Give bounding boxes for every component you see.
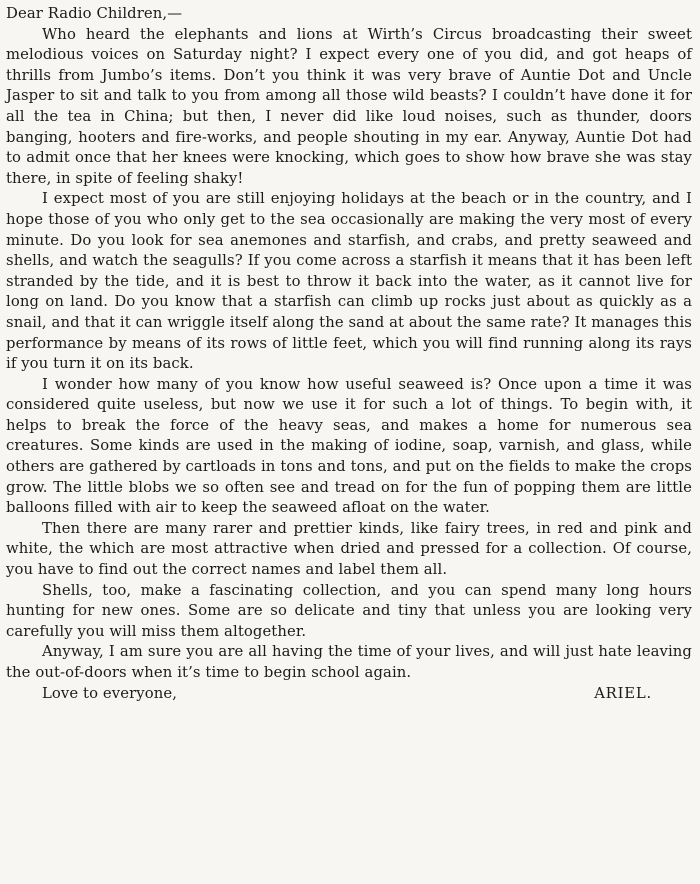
- signature: ARIEL.: [594, 684, 652, 702]
- paragraph-rare-seaweed: Then there are many rarer and prettier kinds, like fairy trees, in red and pink and white, the which are most attractive when dried and pressed for a collection. Of course, you have to find out the correct names and label them all.: [6, 519, 692, 579]
- paragraph-seaweed: I wonder how many of you know how useful seaweed is? Once upon a time it was considered quite useless, but now we use it for such a lot of things. To begin with, it helps to break the force of the heavy seas, and makes a home for numerous sea creatures. Some kinds are used in the making of iodine, soap, varnish, and glass, while others are gathered by cartloads in tons and tons, and put on the fields to make the crops grow. The little blobs we so often see and tread on for the fun of popping them are little balloons filled with air to keep the seaweed afloat on the water.: [6, 375, 692, 517]
- paragraph-holidays: Anyway, I am sure you are all having the time of your lives, and will just hate leaving the out-of-doors when it’s time to begin school again.: [6, 643, 692, 681]
- closing-line: [6, 684, 692, 705]
- closing: Love to everyone,: [42, 684, 178, 702]
- paragraph-shells: Shells, too, make a fascinating collection, and you can spend many long hours hunting for new ones. Some are so delicate and tiny that unless you are looking very carefully you will miss them altogether.: [6, 581, 692, 640]
- paragraph-starfish: I expect most of you are still enjoying holidays at the beach or in the country, and I hope those of you who only get to the sea occasionally are making the very most of every minute. Do you look for sea anemones and starfish, and crabs, and pretty seaweed and shells, and watch the seagulls? If you come across a starfish it means that it has been left stranded by the tide, and it is best to throw it back into the water, as it cannot live for long on land. Do you know that a starfish can climb up rocks just about as quickly as a snail, and that it can wriggle itself along the sand at about the same rate? It manages this performance by means of its rows of little feet, which you will find running along its rays if you turn it on its back.: [6, 190, 692, 373]
- paragraph-circus: Who heard the elephants and lions at Wirth’s Circus broadcasting their sweet melodious voices on Saturday night? I expect every one of you did, and got heaps of thrills from Jumbo’s items. Don’t you think it was very brave of Auntie Dot and Uncle Jasper to sit and talk to you from among all those wild beasts? I couldn’t have done it for all the tea in China; but then, I never did like loud noises, such as thunder, doors banging, hooters and fire-works, and people shouting in my ear. Anyway, Auntie Dot had to admit once that her knees were knocking, which goes to show how brave she was stay there, in spite of feeling shaky!: [6, 25, 692, 187]
- salutation: Dear Radio Children,—: [6, 5, 183, 22]
